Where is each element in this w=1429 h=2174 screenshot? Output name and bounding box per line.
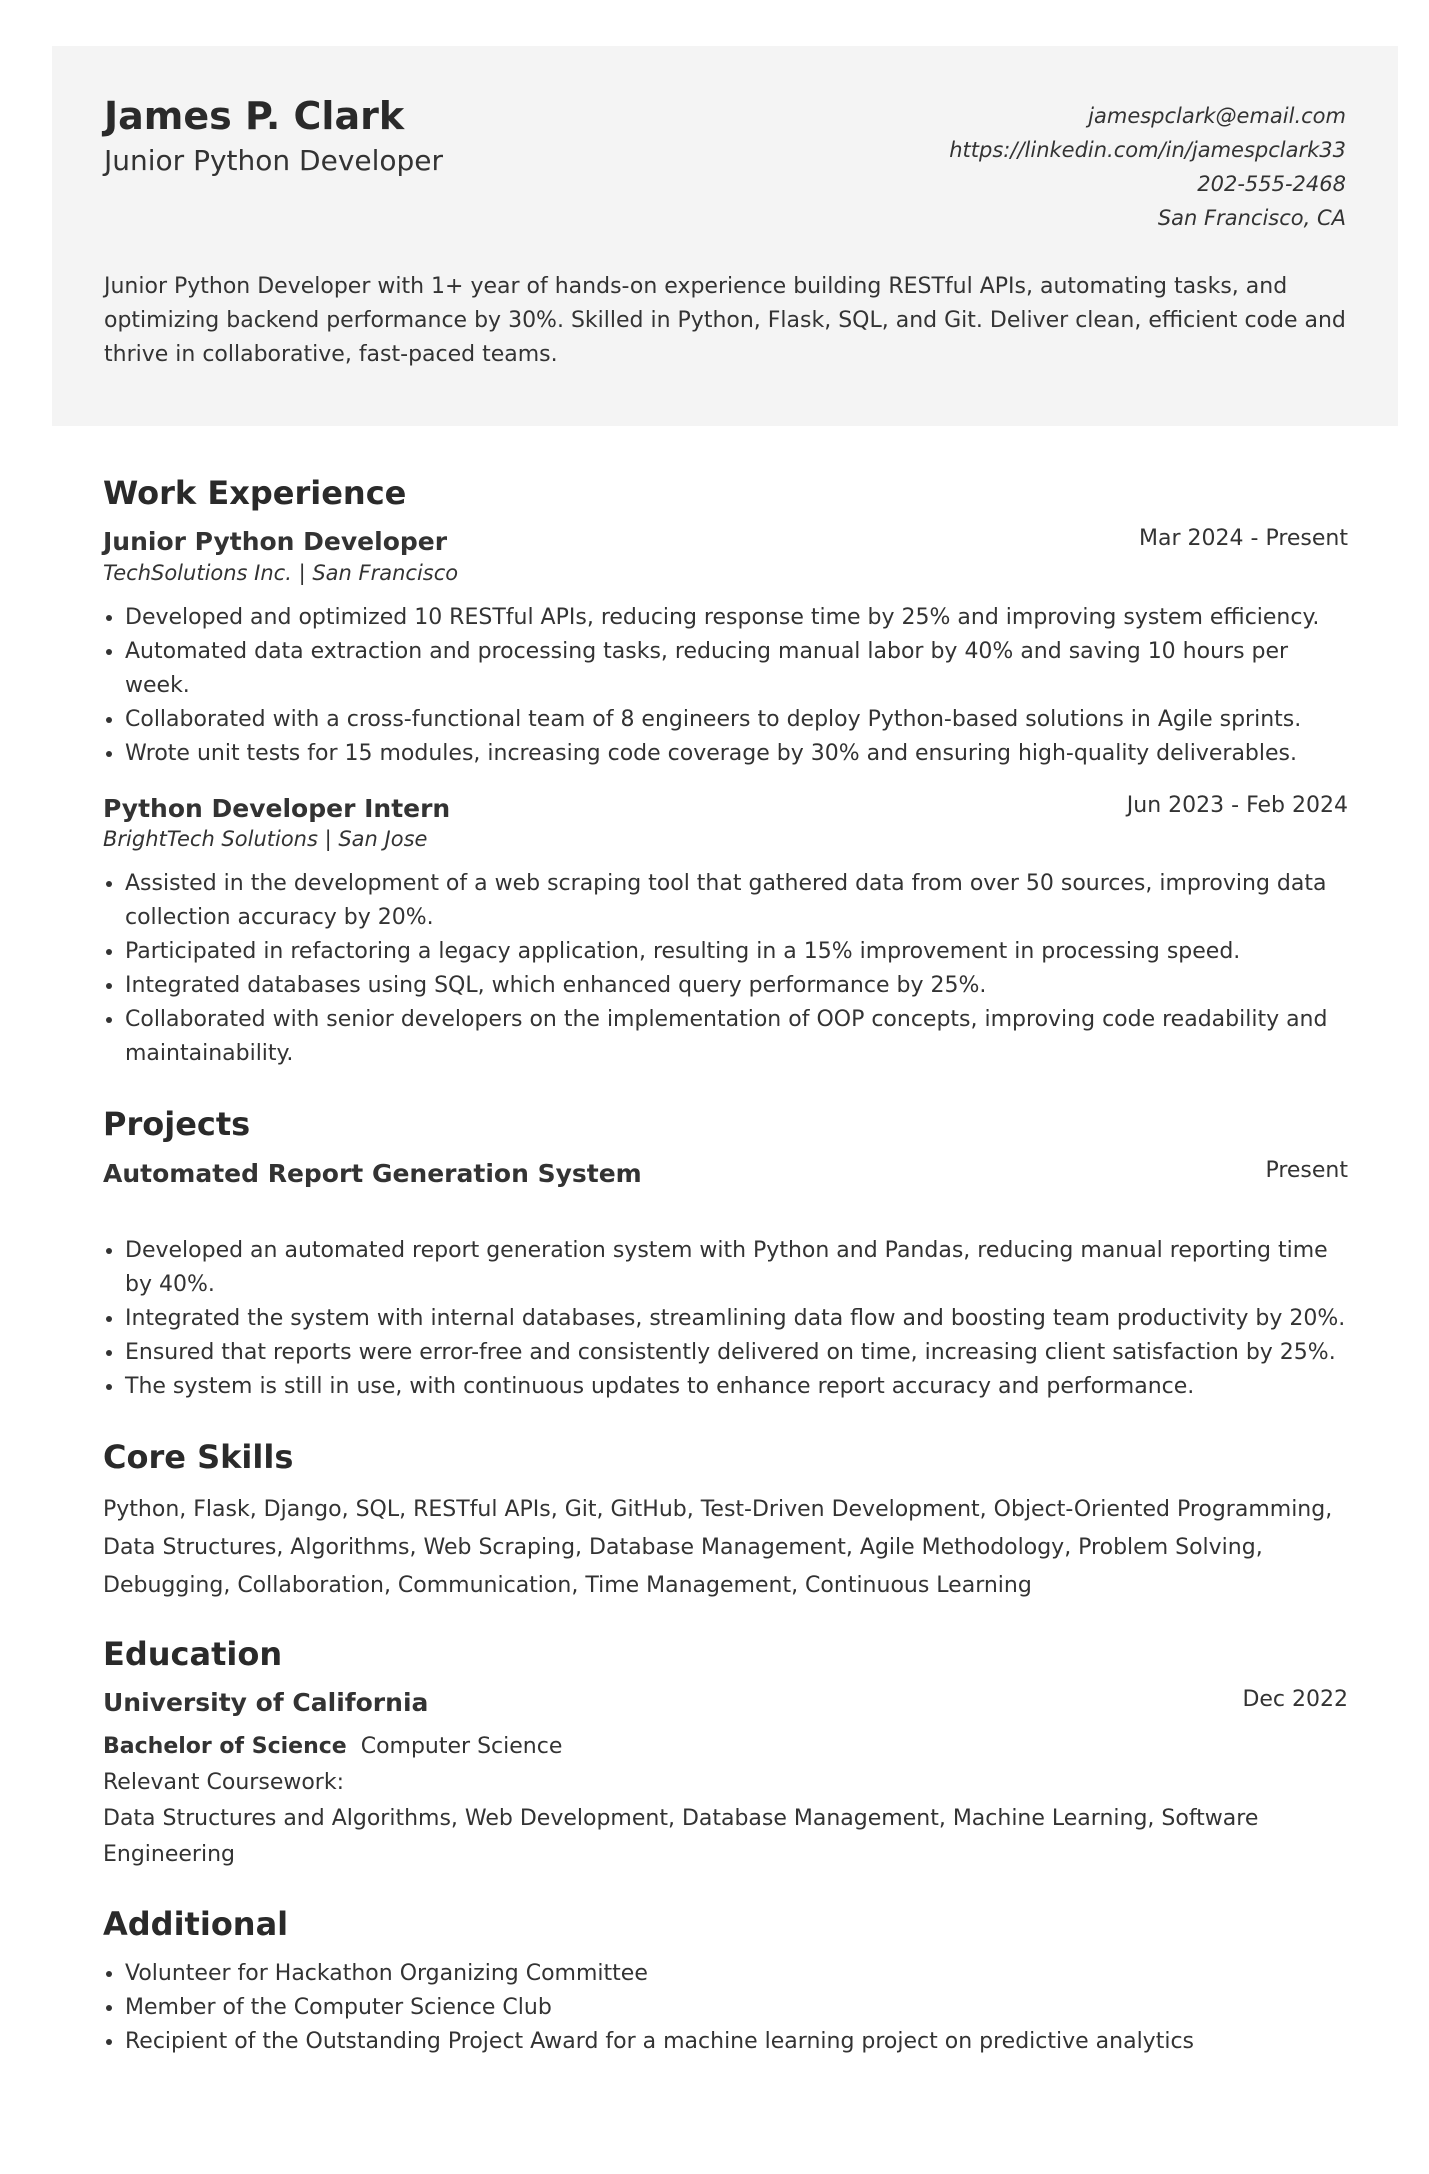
project-header — [103, 1158, 1348, 1191]
skills-list: Python, Flask, Django, SQL, RESTful APIs, Git, GitHub, Test-Driven Development, Object-Oriented Programming, Data Structures, Algorithms, Web Scraping, Database Management, Agile Methodology, Problem Solving, Debugging, Collaboration, Communication, Time Management, Continuous Learning — [103, 1496, 1333, 1598]
additional-list — [103, 1957, 1348, 2059]
resume-header — [52, 46, 1398, 426]
list-item: • Wrote unit tests for 15 modules, increasing code coverage by 30% and ensuring high-quality deliverables. — [125, 737, 1348, 771]
project-title: Automated Report Generation System — [103, 1158, 642, 1188]
list-item: • The system is still in use, with continuous updates to enhance report accuracy and performance. — [125, 1370, 1348, 1404]
contact-location: San Francisco, CA — [1157, 206, 1346, 230]
section-heading-additional: Additional — [103, 1904, 289, 1943]
job-title: Junior Python Developer — [103, 527, 448, 557]
list-item: • Assisted in the development of a web scraping tool that gathered data from over 50 sources, improving data collection accuracy by 20%. — [125, 867, 1348, 935]
resume-body — [103, 474, 1348, 2059]
list-item: • Volunteer for Hackathon Organizing Committee — [125, 1957, 1348, 1991]
core-skills-section — [103, 1438, 1348, 1604]
job-header — [103, 793, 1348, 826]
list-item: • Collaborated with senior developers on the implementation of OOP concepts, improving code readability and maintainability. — [125, 1003, 1348, 1071]
job-entry — [103, 793, 1348, 1072]
project-dates: Present — [1265, 1157, 1348, 1183]
work-experience-section — [103, 474, 1348, 1071]
projects-section — [103, 1105, 1348, 1404]
candidate-name: James P. Clark — [104, 94, 405, 138]
contact-email[interactable]: jamespclark@email.com — [1088, 104, 1346, 128]
section-heading-skills: Core Skills — [103, 1438, 294, 1477]
education-section — [103, 1635, 1348, 1873]
list-item: • Ensured that reports were error-free and consistently delivered on time, increasing client satisfaction by 25%. — [125, 1336, 1348, 1370]
job-company: BrightTech Solutions | San Jose — [103, 827, 428, 852]
list-item: • Integrated the system with internal databases, streamlining data flow and boosting team productivity by 20%. — [125, 1302, 1348, 1336]
job-title: Python Developer Intern — [103, 793, 451, 823]
professional-summary: Junior Python Developer with 1+ year of hands-on experience building RESTful APIs, automating tasks, and optimizing backend performance by 30%. Skilled in Python, Flask, SQL, and Git. Deliver clean, efficient code and thrive in collaborative, fast-paced teams. — [104, 274, 1346, 367]
job-header — [103, 526, 1348, 559]
contact-block — [949, 99, 1346, 235]
section-heading-education: Education — [103, 1634, 283, 1673]
contact-phone: 202-555-2468 — [1197, 172, 1346, 196]
list-item: • Developed and optimized 10 RESTful APIs, reducing response time by 25% and improving system efficiency. — [125, 601, 1348, 635]
job-dates: Jun 2023 - Feb 2024 — [1126, 792, 1348, 818]
school-name: University of California — [103, 1688, 429, 1718]
list-item: • Automated data extraction and processing tasks, reducing manual labor by 40% and saving 10 hours per week. — [125, 635, 1348, 703]
project-bullets — [103, 1234, 1348, 1404]
section-heading-work: Work Experience — [103, 474, 407, 512]
coursework-label: Relevant Coursework: — [103, 1769, 345, 1795]
list-item: • Recipient of the Outstanding Project Award for a machine learning project on predictive analytics — [125, 2025, 1348, 2059]
job-company: TechSolutions Inc. | San Francisco — [103, 560, 459, 585]
graduation-date: Dec 2022 — [1242, 1687, 1348, 1713]
job-dates: Mar 2024 - Present — [1139, 526, 1348, 552]
additional-section — [103, 1905, 1348, 2059]
degree-line — [103, 1734, 1348, 1759]
degree-name: Bachelor of Science — [103, 1733, 347, 1759]
list-item: • Developed an automated report generation system with Python and Pandas, reducing manual reporting time by 40%. — [125, 1234, 1348, 1302]
candidate-role: Junior Python Developer — [104, 143, 444, 177]
contact-linkedin[interactable]: https://linkedin.com/in/jamespclark33 — [949, 138, 1346, 162]
job-entry — [103, 526, 1348, 771]
project-entry — [103, 1158, 1348, 1405]
degree-field: Computer Science — [360, 1733, 563, 1759]
list-item: • Collaborated with a cross-functional team of 8 engineers to deploy Python-based solutions in Agile sprints. — [125, 703, 1348, 737]
job-bullets — [103, 867, 1348, 1071]
job-bullets — [103, 601, 1348, 771]
list-item: • Participated in refactoring a legacy application, resulting in a 15% improvement in processing speed. — [125, 935, 1348, 969]
coursework-list: Data Structures and Algorithms, Web Development, Database Management, Machine Learning, Software Engineering — [103, 1805, 1259, 1867]
section-heading-projects: Projects — [103, 1105, 251, 1144]
list-item: • Member of the Computer Science Club — [125, 1991, 1348, 2025]
list-item: • Integrated databases using SQL, which enhanced query performance by 25%. — [125, 969, 1348, 1003]
education-header — [103, 1687, 1348, 1720]
